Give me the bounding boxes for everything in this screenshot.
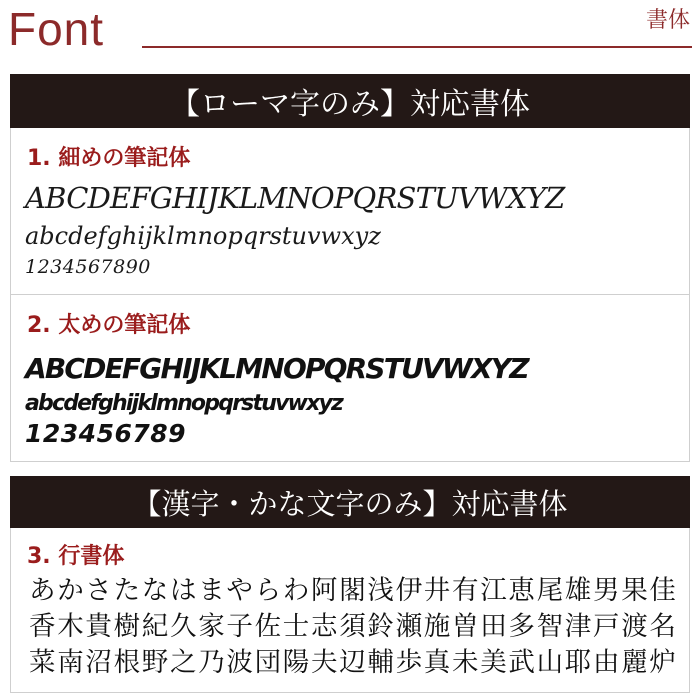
gyosho-line-1: あかさたなはまやらわ阿閣浅伊井有江恵尾雄男果佳 xyxy=(29,575,678,606)
section-title-gyosho: 3. 行書体 xyxy=(27,544,125,569)
page-subtitle: 書体 xyxy=(645,8,690,33)
section-thin-script xyxy=(10,128,690,295)
thick-uppercase: ABCDEFGHIJKLMNOPQRSTUVWXYZ xyxy=(25,352,528,385)
thin-uppercase: ABCDEFGHIJKLMNOPQRSTUVWXYZ xyxy=(25,181,565,215)
kanji-kana-banner: 【漢字・かな文字のみ】対応書体 xyxy=(10,476,690,528)
section-thick-script xyxy=(10,294,690,462)
thin-lowercase: abcdefghijklmnopqrstuvwxyz xyxy=(25,222,381,250)
page-title: Font xyxy=(8,3,105,55)
title-underline xyxy=(142,46,692,48)
gyosho-line-3: 菜南沼根野之乃波団陽夫辺輔歩真未美武山耶由麗炉 xyxy=(29,647,678,678)
section-title-thick: 2. 太めの筆記体 xyxy=(27,313,191,338)
thick-digits: 123456789 xyxy=(25,419,187,448)
section-title-thin: 1. 細めの筆記体 xyxy=(27,146,191,171)
gyosho-line-2: 香木貴樹紀久家子佐士志須鈴瀬施曽田多智津戸渡名 xyxy=(29,611,678,642)
thick-lowercase: abcdefghijklmnopqrstuvwxyz xyxy=(25,391,343,416)
section-gyosho xyxy=(10,528,690,693)
thin-digits: 1234567890 xyxy=(25,256,151,278)
romaji-banner: 【ローマ字のみ】対応書体 xyxy=(10,74,690,128)
